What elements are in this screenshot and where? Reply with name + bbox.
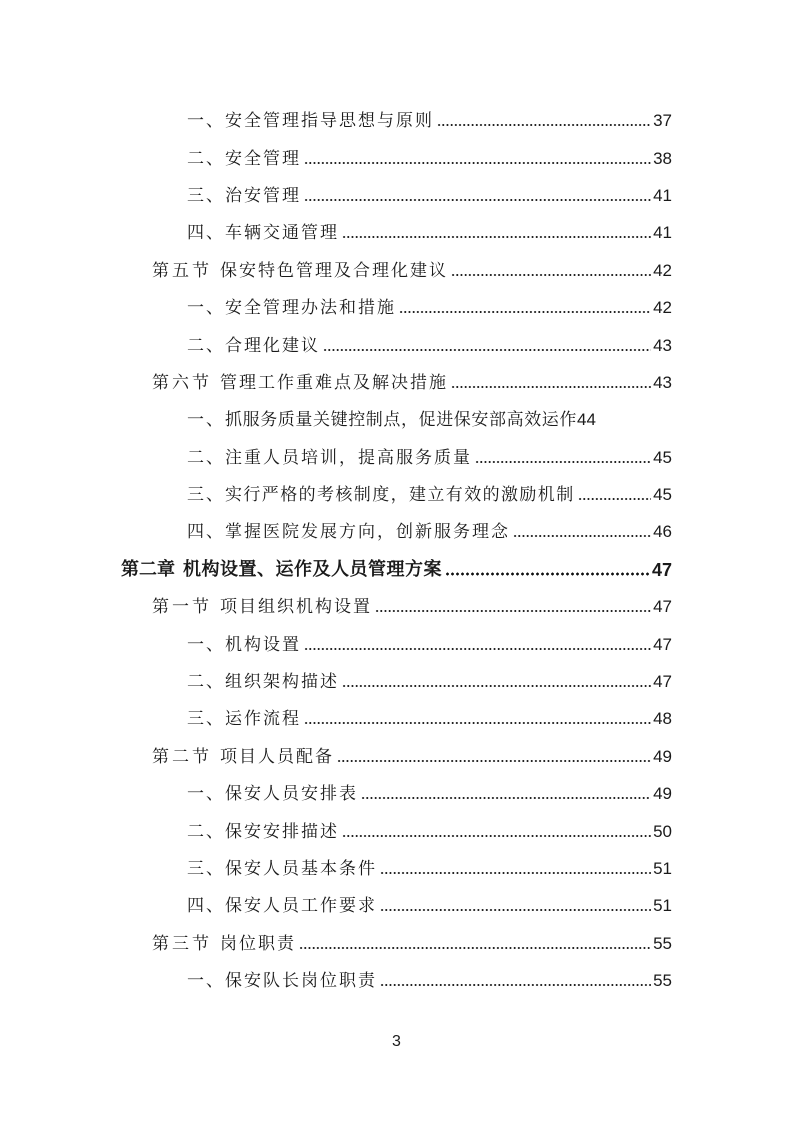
toc-entry-prefix: 四、: [187, 223, 225, 243]
dot-leader: [513, 534, 651, 538]
dot-leader: [445, 572, 650, 576]
toc-entry-title: 岗位职责: [220, 934, 296, 954]
toc-entry[interactable]: [187, 405, 672, 431]
toc-entry-prefix: 第五节: [152, 261, 212, 281]
toc-entry-chapter[interactable]: [121, 555, 672, 581]
toc-entry-page: 45: [653, 448, 672, 467]
toc-entry-page: 48: [653, 709, 672, 728]
toc-entry-title: 保安队长岗位职责: [225, 971, 377, 991]
toc-entry-title: 管理工作重难点及解决措施: [220, 373, 448, 393]
toc-entry-title: 保安人员工作要求: [225, 896, 377, 916]
toc-entry-page: 43: [653, 336, 672, 355]
toc-entry-page: 46: [653, 522, 672, 541]
dot-leader: [451, 273, 651, 277]
toc-entry-prefix: 第三节: [152, 934, 212, 954]
toc-entry-prefix: 二、: [187, 448, 225, 468]
toc-entry-title: 治安管理: [225, 186, 301, 206]
toc-entry-title: 注重人员培训，提高服务质量: [225, 448, 472, 468]
toc-entry-prefix: 第六节: [152, 373, 212, 393]
toc-entry-title: 安全管理: [225, 149, 301, 169]
toc-entry-prefix: 一、: [187, 298, 225, 318]
toc-entry-title: 运作流程: [225, 709, 301, 729]
toc-entry[interactable]: [187, 854, 672, 880]
toc-entry[interactable]: [187, 891, 672, 917]
toc-entry-page: 44: [577, 410, 596, 429]
toc-entry[interactable]: [187, 817, 672, 843]
toc-entry-page: 47: [653, 597, 672, 616]
page-number: 3: [392, 1033, 401, 1050]
toc-entry-page: 50: [653, 822, 672, 841]
toc-entry[interactable]: [187, 144, 672, 170]
toc-entry-page: 51: [653, 896, 672, 915]
dot-leader: [361, 796, 651, 800]
toc-entry-section[interactable]: [152, 368, 672, 394]
toc-entry-prefix: 第二章: [121, 559, 175, 580]
toc-entry-title: 保安人员安排表: [225, 784, 358, 804]
toc-entry[interactable]: [187, 181, 672, 207]
dot-leader: [304, 647, 651, 651]
dot-leader: [342, 235, 651, 239]
dot-leader: [451, 385, 651, 389]
dot-leader: [304, 198, 651, 202]
toc-entry-prefix: 第一节: [152, 597, 212, 617]
toc-entry-page: 49: [653, 747, 672, 766]
dot-leader: [399, 310, 651, 314]
toc-entry-page: 45: [653, 485, 672, 504]
dot-leader: [380, 983, 651, 987]
dot-leader: [475, 460, 651, 464]
toc-entry[interactable]: [187, 218, 672, 244]
toc-entry-title: 抓服务质量关键控制点，促进保安部高效运作: [225, 410, 577, 430]
dot-leader: [337, 759, 651, 763]
toc-entry-page: 43: [653, 373, 672, 392]
toc-entry-page: 47: [653, 672, 672, 691]
toc-entry[interactable]: [187, 443, 672, 469]
toc-entry-title: 车辆交通管理: [225, 223, 339, 243]
dot-leader: [380, 871, 651, 875]
toc-entry[interactable]: [187, 779, 672, 805]
toc-entry[interactable]: [187, 704, 672, 730]
toc-entry-title: 保安特色管理及合理化建议: [220, 261, 448, 281]
toc-entry-section[interactable]: [152, 592, 672, 618]
toc-entry-title: 合理化建议: [225, 336, 320, 356]
toc-entry-page: 41: [653, 223, 672, 242]
toc-entry-prefix: 四、: [187, 522, 225, 542]
toc-entry[interactable]: [187, 630, 672, 656]
toc-entry-prefix: 第二节: [152, 747, 212, 767]
toc-entry[interactable]: [187, 293, 672, 319]
toc-entry-prefix: 一、: [187, 111, 225, 131]
toc-entry-page: 49: [653, 784, 672, 803]
toc-entry-page: 47: [651, 560, 672, 580]
toc-entry-prefix: 三、: [187, 709, 225, 729]
toc-entry-prefix: 一、: [187, 410, 225, 430]
toc-entry-page: 41: [653, 186, 672, 205]
toc-entry-page: 51: [653, 859, 672, 878]
toc-entry-prefix: 二、: [187, 822, 225, 842]
dot-leader: [342, 684, 651, 688]
toc-entry-title: 安全管理办法和措施: [225, 298, 396, 318]
toc-entry[interactable]: [187, 667, 672, 693]
toc-entry-section[interactable]: [152, 742, 672, 768]
toc-entry-page: 38: [653, 149, 672, 168]
toc-entry-prefix: 二、: [187, 336, 225, 356]
toc-entry-title: 项目人员配备: [220, 747, 334, 767]
toc-entry-page: 37: [653, 111, 672, 130]
toc-entry-prefix: 一、: [187, 784, 225, 804]
toc-entry-title: 保安安排描述: [225, 822, 339, 842]
toc-entry-title: 实行严格的考核制度，建立有效的激励机制: [225, 485, 575, 505]
toc-entry-prefix: 三、: [187, 485, 225, 505]
toc-entry[interactable]: [187, 106, 672, 132]
toc-entry-title: 项目组织机构设置: [220, 597, 372, 617]
toc-entry-page: 55: [653, 934, 672, 953]
dot-leader: [342, 834, 651, 838]
dot-leader: [304, 721, 651, 725]
toc-entry-title: 保安人员基本条件: [225, 859, 377, 879]
toc-entry-prefix: 四、: [187, 896, 225, 916]
toc-entry-title: 组织架构描述: [225, 672, 339, 692]
dot-leader: [578, 497, 651, 501]
toc-entry-title: 掌握医院发展方向，创新服务理念: [225, 522, 510, 542]
dot-leader: [437, 123, 651, 127]
toc-entry-prefix: 一、: [187, 635, 225, 655]
toc-entry-prefix: 三、: [187, 186, 225, 206]
toc-entry[interactable]: [187, 480, 672, 506]
toc-entry-prefix: 二、: [187, 672, 225, 692]
toc-entry-prefix: 三、: [187, 859, 225, 879]
toc-entry-title: 机构设置: [225, 635, 301, 655]
toc-entry-prefix: 二、: [187, 149, 225, 169]
toc-entry-title: 安全管理指导思想与原则: [225, 111, 434, 131]
dot-leader: [380, 908, 651, 912]
toc-entry-page: 42: [653, 261, 672, 280]
dot-leader: [323, 348, 651, 352]
toc-entry-title: 机构设置、运作及人员管理方案: [183, 559, 442, 580]
toc-entry-page: 47: [653, 635, 672, 654]
toc-entry-prefix: 一、: [187, 971, 225, 991]
toc-entry-section[interactable]: [152, 929, 672, 955]
dot-leader: [299, 946, 651, 950]
dot-leader: [304, 161, 651, 165]
toc-entry-page: 55: [653, 971, 672, 990]
dot-leader: [375, 609, 651, 613]
toc-entry[interactable]: [187, 966, 672, 992]
toc-entry-page: 42: [653, 298, 672, 317]
toc-entry[interactable]: [187, 517, 672, 543]
toc-entry[interactable]: [187, 331, 672, 357]
toc-entry-section[interactable]: [152, 256, 672, 282]
